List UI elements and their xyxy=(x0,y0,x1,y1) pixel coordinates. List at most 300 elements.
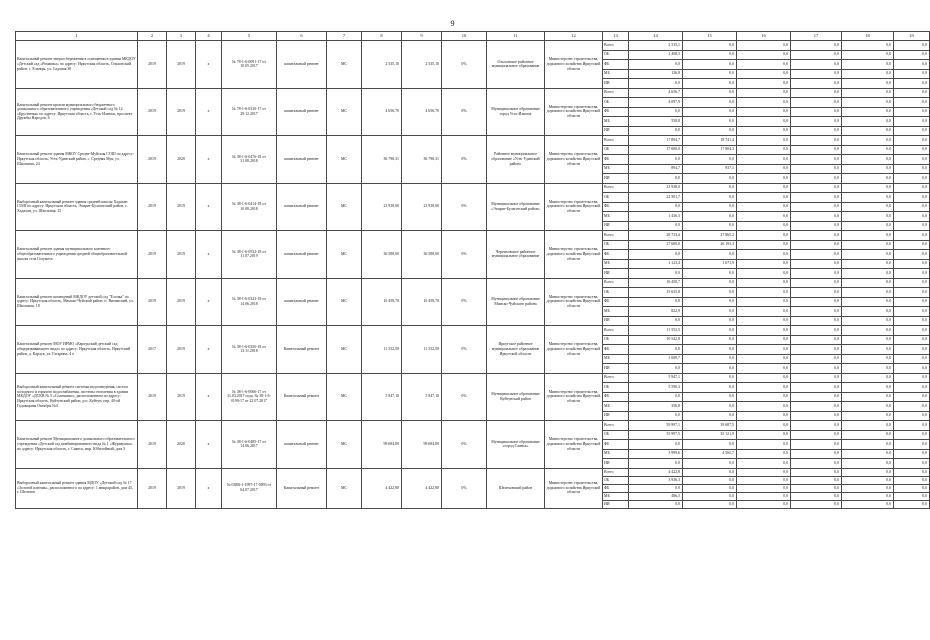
funding-value-cell: 0,0 xyxy=(894,476,930,484)
start-year-cell: 2019 xyxy=(138,183,167,231)
funding-value-cell: 0,0 xyxy=(737,240,791,250)
page-number: 9 xyxy=(450,19,455,28)
start-year-cell: 2019 xyxy=(138,41,167,89)
funding-value-cell: 0,0 xyxy=(791,202,842,212)
remaining-cost-cell: 16 458,70 xyxy=(402,278,442,326)
funding-value-cell: 0,0 xyxy=(894,421,930,431)
funding-source-label: ОБ xyxy=(603,98,629,108)
funding-value-cell: 0,0 xyxy=(842,60,894,70)
start-year-cell: 2019 xyxy=(138,373,167,421)
remaining-cost-cell: 5 947,10 xyxy=(402,373,442,421)
funding-value-cell: 0,0 xyxy=(894,145,930,155)
funding-source-label: МБ xyxy=(603,164,629,174)
funding-value-cell: 0,0 xyxy=(894,174,930,184)
funding-source-label: Всего xyxy=(603,468,629,476)
funding-value-cell: 937,1 xyxy=(683,164,737,174)
funding-source-label: МБ xyxy=(603,354,629,364)
column-number-cell: 1 xyxy=(16,32,138,41)
unit-cell: МС xyxy=(327,136,362,184)
funding-source-label: ОБ xyxy=(603,240,629,250)
funding-value-cell: 0,0 xyxy=(629,484,683,492)
funding-value-cell: 894,7 xyxy=(629,164,683,174)
readiness-cell: 0% xyxy=(442,231,487,279)
funding-value-cell: 0,0 xyxy=(791,69,842,79)
funding-value-cell: 0,0 xyxy=(894,250,930,260)
remaining-cost-cell: 23 938,00 xyxy=(402,183,442,231)
funding-value-cell: 0,0 xyxy=(683,492,737,500)
funding-value-cell: 0,0 xyxy=(683,326,737,336)
column-number-cell: 10 xyxy=(442,32,487,41)
funding-value-cell: 0,0 xyxy=(683,468,737,476)
funding-value-cell: 0,0 xyxy=(842,79,894,89)
work-type-cell: капитальный ремонт xyxy=(277,421,327,469)
funding-value-cell: 0,0 xyxy=(842,193,894,203)
funding-value-cell: 0,0 xyxy=(737,402,791,412)
column-number-cell: 2 xyxy=(138,32,167,41)
customer-cell: Министерство строительства, дорожного хозяйства Иркутской области xyxy=(545,373,603,421)
funding-value-cell: 0,0 xyxy=(737,174,791,184)
column-number-row xyxy=(16,32,930,41)
funding-source-label: ОБ xyxy=(603,145,629,155)
funding-value-cell: 0,0 xyxy=(737,278,791,288)
object-row xyxy=(16,326,930,336)
funding-source-label: ОБ xyxy=(603,288,629,298)
funding-value-cell: 0,0 xyxy=(791,449,842,459)
funding-value-cell: 0,0 xyxy=(791,484,842,492)
funding-value-cell: 17 000,0 xyxy=(629,145,683,155)
funding-value-cell: 0,0 xyxy=(683,411,737,421)
funding-source-label: Всего xyxy=(603,326,629,336)
funding-value-cell: 0,0 xyxy=(683,364,737,374)
funding-value-cell: 0,0 xyxy=(842,202,894,212)
estimate-cost-cell: 36 796,31 xyxy=(362,136,402,184)
funding-source-label: МБ xyxy=(603,492,629,500)
column-number-cell: 18 xyxy=(842,32,894,41)
funding-value-cell: 3 936,3 xyxy=(629,476,683,484)
funding-value-cell: 16 458,7 xyxy=(629,278,683,288)
funding-value-cell: 0,0 xyxy=(737,430,791,440)
funding-source-label: Всего xyxy=(603,231,629,241)
funding-value-cell: 0,0 xyxy=(629,221,683,231)
funding-value-cell: 0,0 xyxy=(737,164,791,174)
funding-source-label: ИИ xyxy=(603,126,629,136)
funding-value-cell: 0,0 xyxy=(894,492,930,500)
funding-value-cell: 0,0 xyxy=(894,316,930,326)
funding-value-cell: 0,0 xyxy=(737,492,791,500)
funding-value-cell: 0,0 xyxy=(842,364,894,374)
funding-value-cell: 0,0 xyxy=(737,316,791,326)
funding-value-cell: 0,0 xyxy=(737,373,791,383)
funding-value-cell: 0,0 xyxy=(791,392,842,402)
funding-value-cell: 0,0 xyxy=(842,69,894,79)
funding-value-cell: 126,8 xyxy=(629,69,683,79)
funding-value-cell: 0,0 xyxy=(791,60,842,70)
funding-value-cell: 0,0 xyxy=(894,440,930,450)
funding-value-cell: 0,0 xyxy=(629,60,683,70)
funding-value-cell: 0,0 xyxy=(894,430,930,440)
funding-value-cell: 1 436,3 xyxy=(629,212,683,222)
expertise-doc-cell: № 38-1-6-0066-17 от 31.03.2017 года, № 38-1-6-0190-17 от 22.07.2017 xyxy=(222,373,277,421)
funding-value-cell: 0,0 xyxy=(737,41,791,51)
funding-value-cell: 486,5 xyxy=(629,492,683,500)
object-row xyxy=(16,41,930,51)
expertise-doc-cell: № 38-1-6-0414-18 от 10.08.2018 xyxy=(222,183,277,231)
funding-value-cell: 0,0 xyxy=(842,50,894,60)
municipality-cell: Шелеховский район xyxy=(487,468,545,508)
funding-value-cell: 0,0 xyxy=(629,364,683,374)
funding-source-label: МБ xyxy=(603,212,629,222)
readiness-cell: 0% xyxy=(442,278,487,326)
funding-value-cell: 0,0 xyxy=(791,430,842,440)
funding-value-cell: 0,0 xyxy=(629,174,683,184)
funding-value-cell: 0,0 xyxy=(791,492,842,500)
column-number-cell: 9 xyxy=(402,32,442,41)
funding-value-cell: 0,0 xyxy=(842,476,894,484)
capacity-cell: x xyxy=(196,421,222,469)
funding-value-cell: 0,0 xyxy=(791,259,842,269)
funding-source-label: Всего xyxy=(603,373,629,383)
funding-value-cell: 0,0 xyxy=(894,411,930,421)
funding-value-cell: 0,0 xyxy=(842,183,894,193)
unit-cell: МС xyxy=(327,421,362,469)
funding-value-cell: 0,0 xyxy=(894,278,930,288)
funding-value-cell: 0,0 xyxy=(894,117,930,127)
funding-value-cell: 10 542,8 xyxy=(629,335,683,345)
funding-value-cell: 0,0 xyxy=(842,269,894,279)
funding-value-cell: 0,0 xyxy=(737,126,791,136)
funding-value-cell: 0,0 xyxy=(791,88,842,98)
funding-value-cell: 23 938,0 xyxy=(629,183,683,193)
funding-value-cell: 0,0 xyxy=(683,174,737,184)
object-row xyxy=(16,231,930,241)
funding-value-cell: 0,0 xyxy=(842,459,894,469)
funding-value-cell: 0,0 xyxy=(737,345,791,355)
start-year-cell: 2019 xyxy=(138,231,167,279)
funding-value-cell: 39 687,5 xyxy=(683,421,737,431)
funding-value-cell: 558,8 xyxy=(629,117,683,127)
funding-source-label: ОБ xyxy=(603,430,629,440)
funding-value-cell: 26 193,3 xyxy=(683,240,737,250)
funding-source-label: ФБ xyxy=(603,392,629,402)
remaining-cost-cell: 4 422,80 xyxy=(402,468,442,508)
objects-table xyxy=(15,31,930,509)
column-number-cell: 6 xyxy=(277,32,327,41)
readiness-cell: 0% xyxy=(442,326,487,374)
funding-value-cell: 17 894,7 xyxy=(629,136,683,146)
readiness-cell: 0% xyxy=(442,136,487,184)
funding-value-cell: 0,0 xyxy=(791,421,842,431)
work-type-cell: Капитальный ремонт xyxy=(277,373,327,421)
funding-value-cell: 0,0 xyxy=(894,449,930,459)
funding-value-cell: 0,0 xyxy=(737,364,791,374)
funding-value-cell: 55 997,5 xyxy=(629,430,683,440)
funding-value-cell: 0,0 xyxy=(683,345,737,355)
funding-value-cell: 0,0 xyxy=(791,316,842,326)
funding-value-cell: 0,0 xyxy=(842,354,894,364)
funding-value-cell: 0,0 xyxy=(737,411,791,421)
column-number-cell: 4 xyxy=(196,32,222,41)
customer-cell: Министерство строительства, дорожного хозяйства Иркутской области xyxy=(545,183,603,231)
funding-value-cell: 0,0 xyxy=(737,183,791,193)
funding-value-cell: 0,0 xyxy=(737,79,791,89)
funding-value-cell: 0,0 xyxy=(894,60,930,70)
funding-value-cell: 0,0 xyxy=(894,79,930,89)
municipality-cell: Муниципальное образование город Усть-Илимск xyxy=(487,88,545,136)
funding-source-label: МБ xyxy=(603,259,629,269)
funding-value-cell: 0,0 xyxy=(683,316,737,326)
funding-value-cell: 0,0 xyxy=(683,459,737,469)
funding-value-cell: 0,0 xyxy=(683,60,737,70)
start-year-cell: 2019 xyxy=(138,421,167,469)
end-year-cell: 2019 xyxy=(167,326,196,374)
funding-value-cell: 0,0 xyxy=(629,250,683,260)
funding-source-label: ИИ xyxy=(603,221,629,231)
start-year-cell: 2019 xyxy=(138,88,167,136)
estimate-cost-cell: 4 422,80 xyxy=(362,468,402,508)
funding-value-cell: 0,0 xyxy=(683,107,737,117)
funding-value-cell: 0,0 xyxy=(791,98,842,108)
customer-cell: Министерство строительства, дорожного хозяйства Иркутской области xyxy=(545,421,603,469)
expertise-doc-cell: № 38-1-6-0476-18 от 31.08.2018 xyxy=(222,136,277,184)
funding-value-cell: 0,0 xyxy=(842,345,894,355)
municipality-cell: Иркутское районное муниципальное образование Иркутской области xyxy=(487,326,545,374)
funding-value-cell: 0,0 xyxy=(791,440,842,450)
funding-value-cell: 22 501,7 xyxy=(629,193,683,203)
end-year-cell: 2019 xyxy=(167,278,196,326)
funding-value-cell: 3 999,6 xyxy=(629,449,683,459)
funding-value-cell: 0,0 xyxy=(683,500,737,508)
funding-value-cell: 1 009,7 xyxy=(629,354,683,364)
funding-value-cell: 0,0 xyxy=(842,231,894,241)
object-row xyxy=(16,136,930,146)
capacity-cell: x xyxy=(196,231,222,279)
municipality-cell: Черемховское районное муниципальное образование xyxy=(487,231,545,279)
funding-value-cell: 0,0 xyxy=(737,145,791,155)
funding-value-cell: 0,0 xyxy=(894,231,930,241)
work-type-cell: капитальный ремонт xyxy=(277,278,327,326)
funding-value-cell: 1 671,9 xyxy=(683,259,737,269)
funding-value-cell: 0,0 xyxy=(791,231,842,241)
funding-value-cell: 0,0 xyxy=(894,88,930,98)
funding-value-cell: 0,0 xyxy=(791,307,842,317)
estimate-cost-cell: 99 684,80 xyxy=(362,421,402,469)
funding-value-cell: 0,0 xyxy=(842,484,894,492)
end-year-cell: 2019 xyxy=(167,183,196,231)
funding-source-label: ФБ xyxy=(603,202,629,212)
funding-value-cell: 0,0 xyxy=(737,69,791,79)
municipality-cell: Ольхонское районное муниципальное образование xyxy=(487,41,545,89)
funding-value-cell: 0,0 xyxy=(842,221,894,231)
funding-value-cell: 0,0 xyxy=(894,354,930,364)
funding-value-cell: 0,0 xyxy=(894,364,930,374)
funding-value-cell: 0,0 xyxy=(842,88,894,98)
object-name-cell: Капитальный ремонт МОУ ИРМО «Карлукский детский сад общеразвивающего вида» по адресу: Иркутская область, Иркутский район, д. Карлук, ул. Гагарина, 4 а xyxy=(16,326,138,374)
funding-value-cell: 0,0 xyxy=(842,250,894,260)
funding-value-cell: 0,0 xyxy=(791,468,842,476)
estimate-cost-cell: 23 938,00 xyxy=(362,183,402,231)
funding-value-cell: 0,0 xyxy=(894,259,930,269)
funding-value-cell: 0,0 xyxy=(894,383,930,393)
funding-value-cell: 822,9 xyxy=(629,307,683,317)
work-type-cell: капитальный ремонт xyxy=(277,231,327,279)
work-type-cell: капитальный ремонт xyxy=(277,41,327,89)
funding-value-cell: 0,0 xyxy=(683,98,737,108)
funding-value-cell: 0,0 xyxy=(842,430,894,440)
funding-source-label: Всего xyxy=(603,183,629,193)
funding-value-cell: 0,0 xyxy=(737,221,791,231)
funding-value-cell: 0,0 xyxy=(894,126,930,136)
funding-value-cell: 0,0 xyxy=(683,484,737,492)
end-year-cell: 2019 xyxy=(167,231,196,279)
funding-value-cell: 59 997,1 xyxy=(629,421,683,431)
funding-value-cell: 0,0 xyxy=(842,98,894,108)
funding-value-cell: 0,0 xyxy=(894,459,930,469)
funding-value-cell: 0,0 xyxy=(791,126,842,136)
column-number-cell: 14 xyxy=(629,32,683,41)
funding-source-label: Всего xyxy=(603,41,629,51)
funding-value-cell: 0,0 xyxy=(791,278,842,288)
funding-value-cell: 0,0 xyxy=(842,174,894,184)
funding-value-cell: 0,0 xyxy=(683,307,737,317)
funding-value-cell: 0,0 xyxy=(791,240,842,250)
funding-value-cell: 0,0 xyxy=(683,440,737,450)
funding-value-cell: 0,0 xyxy=(683,373,737,383)
funding-value-cell: 0,0 xyxy=(894,98,930,108)
funding-source-label: ИИ xyxy=(603,459,629,469)
expertise-doc-cell: № 38-1-6-0532-18 от 11.07.2019 xyxy=(222,231,277,279)
funding-value-cell: 0,0 xyxy=(629,500,683,508)
funding-value-cell: 0,0 xyxy=(894,164,930,174)
funding-value-cell: 0,0 xyxy=(737,459,791,469)
funding-value-cell: 0,0 xyxy=(683,155,737,165)
funding-value-cell: 4 565,7 xyxy=(683,449,737,459)
funding-value-cell: 0,0 xyxy=(737,500,791,508)
customer-cell: Министерство строительства, дорожного хозяйства Иркутской области xyxy=(545,88,603,136)
unit-cell: МС xyxy=(327,41,362,89)
funding-value-cell: 0,0 xyxy=(629,440,683,450)
funding-value-cell: 0,0 xyxy=(842,316,894,326)
funding-value-cell: 0,0 xyxy=(894,402,930,412)
work-type-cell: Капитальный ремонт xyxy=(277,326,327,374)
funding-value-cell: 0,0 xyxy=(842,326,894,336)
funding-value-cell: 0,0 xyxy=(791,50,842,60)
funding-source-label: ФБ xyxy=(603,60,629,70)
funding-value-cell: 0,0 xyxy=(842,155,894,165)
funding-value-cell: 0,0 xyxy=(683,212,737,222)
funding-value-cell: 0,0 xyxy=(791,476,842,484)
funding-value-cell: 0,0 xyxy=(629,155,683,165)
remaining-cost-cell: 99 684,80 xyxy=(402,421,442,469)
capacity-cell: x xyxy=(196,183,222,231)
readiness-cell: 0% xyxy=(442,41,487,89)
work-type-cell: капитальный ремонт xyxy=(277,183,327,231)
funding-value-cell: 0,0 xyxy=(842,145,894,155)
funding-value-cell: 0,0 xyxy=(737,117,791,127)
customer-cell: Министерство строительства, дорожного хозяйства Иркутской области xyxy=(545,468,603,508)
end-year-cell: 2019 xyxy=(167,468,196,508)
funding-value-cell: 0,0 xyxy=(629,202,683,212)
funding-value-cell: 0,0 xyxy=(791,193,842,203)
column-number-cell: 12 xyxy=(545,32,603,41)
unit-cell: МС xyxy=(327,326,362,374)
funding-value-cell: 0,0 xyxy=(894,41,930,51)
funding-value-cell: 0,0 xyxy=(894,183,930,193)
funding-source-label: ОБ xyxy=(603,193,629,203)
funding-value-cell: 0,0 xyxy=(737,193,791,203)
readiness-cell: 0% xyxy=(442,88,487,136)
funding-value-cell: 0,0 xyxy=(683,183,737,193)
funding-source-label: Всего xyxy=(603,421,629,431)
column-number-cell: 15 xyxy=(683,32,737,41)
funding-value-cell: 0,0 xyxy=(683,402,737,412)
funding-value-cell: 18 741,4 xyxy=(683,136,737,146)
column-number-cell: 11 xyxy=(487,32,545,41)
funding-value-cell: 0,0 xyxy=(683,383,737,393)
funding-value-cell: 0,0 xyxy=(791,364,842,374)
funding-value-cell: 0,0 xyxy=(737,212,791,222)
funding-value-cell: 27 865,2 xyxy=(683,231,737,241)
readiness-cell: 0% xyxy=(442,421,487,469)
funding-value-cell: 0,0 xyxy=(791,212,842,222)
funding-value-cell: 0,0 xyxy=(894,373,930,383)
funding-value-cell: 0,0 xyxy=(842,468,894,476)
funding-value-cell: 5 947,1 xyxy=(629,373,683,383)
funding-value-cell: 15 635,8 xyxy=(629,288,683,298)
work-type-cell: Капитальный ремонт xyxy=(277,468,327,508)
column-number-cell: 19 xyxy=(894,32,930,41)
funding-value-cell: 0,0 xyxy=(737,98,791,108)
remaining-cost-cell: 2 535,10 xyxy=(402,41,442,89)
funding-value-cell: 0,0 xyxy=(791,174,842,184)
funding-value-cell: 0,0 xyxy=(737,88,791,98)
column-number-cell: 16 xyxy=(737,32,791,41)
work-type-cell: капитальный ремонт xyxy=(277,88,327,136)
funding-value-cell: 0,0 xyxy=(842,383,894,393)
funding-value-cell: 0,0 xyxy=(791,79,842,89)
funding-value-cell: 0,0 xyxy=(683,41,737,51)
unit-cell: МС xyxy=(327,278,362,326)
object-name-cell: Выборочный капитальный ремонт здания средней школы Хадахан СОШ по адресу: Иркутская область, Эхирит-Булагатский район, с. Хадахан, ул. Школьная, 25 xyxy=(16,183,138,231)
work-type-cell: капитальный ремонт xyxy=(277,136,327,184)
start-year-cell: 2019 xyxy=(138,278,167,326)
object-name-cell: Выборочный капитальный ремонт системы водоотведения, систем холодного и горячего водоснабжения, системы отопления в здании МКДОУ «ДСКВ № 5 «Солнышко», расположенном по адресу: Иркутская область, Куйтунский район, р.п. Куйтун, пер. 40-ой Годовщины Октября №4 xyxy=(16,373,138,421)
funding-value-cell: 0,0 xyxy=(791,288,842,298)
expertise-doc-cell: № 78-1-6-0091-17 от 10.05.2017 xyxy=(222,41,277,89)
object-row xyxy=(16,373,930,383)
funding-source-label: ФБ xyxy=(603,250,629,260)
funding-value-cell: 0,0 xyxy=(894,288,930,298)
end-year-cell: 2019 xyxy=(167,373,196,421)
funding-value-cell: 0,0 xyxy=(737,383,791,393)
funding-value-cell: 0,0 xyxy=(737,484,791,492)
funding-value-cell: 0,0 xyxy=(683,117,737,127)
funding-source-label: ИИ xyxy=(603,79,629,89)
funding-value-cell: 0,0 xyxy=(737,335,791,345)
funding-value-cell: 0,0 xyxy=(842,240,894,250)
funding-value-cell: 0,0 xyxy=(842,492,894,500)
funding-value-cell: 0,0 xyxy=(842,297,894,307)
funding-value-cell: 0,0 xyxy=(683,50,737,60)
funding-value-cell: 0,0 xyxy=(842,421,894,431)
funding-value-cell: 0,0 xyxy=(894,136,930,146)
funding-value-cell: 0,0 xyxy=(894,69,930,79)
capacity-cell: x xyxy=(196,468,222,508)
customer-cell: Министерство строительства, дорожного хозяйства Иркутской области xyxy=(545,278,603,326)
funding-value-cell: 0,0 xyxy=(683,297,737,307)
funding-value-cell: 0,0 xyxy=(791,297,842,307)
start-year-cell: 2017 xyxy=(138,326,167,374)
unit-cell: МС xyxy=(327,88,362,136)
